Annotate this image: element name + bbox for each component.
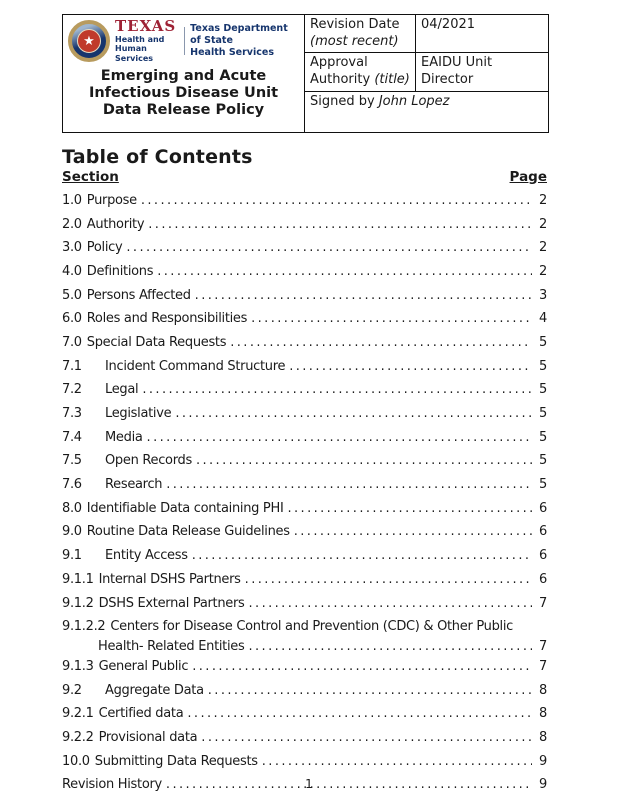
toc-column-headers — [62, 169, 547, 185]
dot-leader — [248, 639, 532, 654]
toc-entry-page: 5 — [539, 453, 547, 469]
dot-leader — [157, 264, 532, 279]
toc-entry-label: Media — [105, 429, 143, 445]
toc-entry-number: 9.1 — [62, 548, 82, 564]
toc-entry-label: Legal — [105, 382, 139, 398]
toc-entry — [62, 520, 547, 544]
dot-leader — [175, 406, 532, 421]
toc-entry-page: 8 — [539, 706, 547, 722]
toc-entry-label: Roles and Responsibilities — [86, 311, 248, 327]
toc-entry-page: 2 — [539, 216, 547, 232]
toc-entry-label: Submitting Data Requests — [94, 753, 258, 769]
toc-entry-number: 7.0 — [62, 334, 82, 350]
toc-entry-label: Purpose — [86, 192, 137, 208]
texas-state-seal-icon — [68, 20, 110, 62]
toc-entry-label: Research — [105, 477, 163, 493]
dot-leader — [147, 430, 532, 445]
toc-entry — [62, 354, 547, 378]
toc-entry-label: General Public — [98, 658, 189, 674]
toc-entry-number: 3.0 — [62, 240, 82, 256]
toc-entry — [62, 425, 547, 449]
dot-leader — [148, 217, 532, 232]
dot-leader — [192, 548, 532, 563]
toc-entry-page: 5 — [539, 334, 547, 350]
toc-page-header: Page — [509, 168, 547, 185]
toc-entry — [62, 615, 547, 639]
dot-leader — [201, 730, 532, 745]
toc-entry-number: 8.0 — [62, 500, 82, 516]
toc-entry-page: 2 — [539, 240, 547, 256]
header-table — [62, 14, 549, 133]
toc-entry-label: Aggregate Data — [105, 682, 204, 698]
toc-entry-page: 5 — [539, 477, 547, 493]
toc-entry-label: Definitions — [86, 263, 154, 279]
texas-wordmark: TEXAS — [115, 16, 177, 35]
toc-entry — [62, 260, 547, 284]
toc-entry-number: 7.3 — [62, 406, 82, 422]
toc-entry-number: 9.1.2.2 — [62, 619, 106, 635]
document-page — [62, 14, 547, 797]
toc-entry — [62, 236, 547, 260]
toc-entry-label: Incident Command Structure — [105, 358, 286, 374]
toc-entry-page: 7 — [539, 595, 547, 611]
dot-leader — [289, 359, 532, 374]
toc-entry-label: Open Records — [105, 453, 192, 469]
toc-entry-label: Health- Related Entities — [98, 639, 245, 655]
hhs-subtitle: Health and Human Services — [115, 34, 165, 63]
toc-entry-page: 6 — [539, 524, 547, 540]
logo-divider — [184, 27, 186, 55]
toc-entry-label: Revision History — [62, 777, 162, 793]
toc-entry — [62, 568, 547, 592]
toc-entry-number: 9.2.1 — [62, 706, 94, 722]
toc-entry — [62, 639, 547, 655]
document-title: Emerging and Acute Infectious Disease Unit Data Release Policy — [88, 68, 279, 118]
toc-entry-number: 4.0 — [62, 263, 82, 279]
toc-entry — [62, 655, 547, 679]
toc-section-header: Section — [62, 168, 119, 185]
toc-entry — [62, 496, 547, 520]
toc-list — [62, 189, 547, 797]
dot-leader — [287, 501, 532, 516]
revision-date-label-cell: Revision Date (most recent) — [305, 15, 416, 53]
dot-leader — [195, 288, 532, 303]
toc-entry-number: 6.0 — [62, 311, 82, 327]
dot-leader — [192, 659, 532, 674]
footer-page-number: 1 — [305, 777, 313, 791]
hhs-wordmark — [115, 16, 179, 64]
revision-date-value-cell: 04/2021 — [416, 15, 549, 53]
signed-by-cell: Signed by John Lopez — [305, 91, 549, 132]
dot-leader — [262, 754, 532, 769]
dot-leader — [166, 477, 532, 492]
toc-entry-page: 6 — [539, 500, 547, 516]
toc-entry-label: Entity Access — [105, 548, 188, 564]
toc-entry-page: 6 — [539, 571, 547, 587]
toc-entry-page: 6 — [539, 548, 547, 564]
toc-entry-number: 9.2 — [62, 682, 82, 698]
approval-authority-value-cell: EAIDU Unit Director — [416, 53, 549, 91]
dot-leader — [196, 453, 532, 468]
toc-entry-number: 5.0 — [62, 287, 82, 303]
toc-entry — [62, 726, 547, 750]
dot-leader — [126, 240, 532, 255]
toc-entry-page: 2 — [539, 263, 547, 279]
toc-entry-number: 7.5 — [62, 453, 82, 469]
toc-entry — [62, 591, 547, 615]
toc-entry-page: 7 — [539, 658, 547, 674]
toc-entry-label: Centers for Disease Control and Prevention (CDC) & Other Public — [110, 619, 513, 635]
toc-entry-label: Certified data — [98, 706, 184, 722]
dot-leader — [294, 524, 532, 539]
signer-name: John Lopez — [378, 93, 450, 109]
toc-entry — [62, 189, 547, 213]
toc-entry-label: DSHS External Partners — [98, 595, 245, 611]
toc-entry — [62, 307, 547, 331]
toc-entry-number: 9.1.1 — [62, 571, 94, 587]
hhs-logo — [68, 17, 299, 65]
toc-entry-page: 5 — [539, 429, 547, 445]
toc-entry-label: Persons Affected — [86, 287, 191, 303]
toc-entry-page: 5 — [539, 406, 547, 422]
toc-entry-number: 9.2.2 — [62, 729, 94, 745]
toc-entry-page: 5 — [539, 382, 547, 398]
toc-entry-page: 8 — [539, 682, 547, 698]
toc-entry-label: Internal DSHS Partners — [98, 571, 241, 587]
approval-authority-label-cell: Approval Authority (title) — [305, 53, 416, 91]
toc-entry — [62, 402, 547, 426]
dshs-wordmark: Texas Department of State Health Services — [190, 23, 288, 58]
toc-entry — [62, 749, 547, 773]
toc-entry-label: Policy — [86, 240, 123, 256]
toc-entry — [62, 678, 547, 702]
dot-leader — [245, 572, 532, 587]
toc-entry — [62, 449, 547, 473]
toc-entry-label: Identifiable Data containing PHI — [86, 500, 284, 516]
toc-entry — [62, 378, 547, 402]
toc-entry-page: 9 — [539, 777, 547, 793]
dot-leader — [230, 335, 532, 350]
toc-entry — [62, 544, 547, 568]
toc-entry-page: 9 — [539, 753, 547, 769]
toc-entry — [62, 331, 547, 355]
toc-entry-number: 7.1 — [62, 358, 82, 374]
toc-entry-label: Routine Data Release Guidelines — [86, 524, 290, 540]
toc-entry-number: 9.0 — [62, 524, 82, 540]
header-left-cell — [63, 15, 305, 133]
star-icon: ★ — [83, 33, 95, 49]
toc-entry — [62, 473, 547, 497]
dot-leader — [187, 706, 532, 721]
seal-center — [77, 29, 101, 53]
toc-entry-number: 1.0 — [62, 192, 82, 208]
toc-entry-label: Authority — [86, 216, 145, 232]
toc-entry-number: 10.0 — [62, 753, 90, 769]
dot-leader — [251, 311, 532, 326]
toc-entry-number: 9.1.3 — [62, 658, 94, 674]
toc-entry-label: Legislative — [105, 406, 172, 422]
dot-leader — [208, 683, 532, 698]
toc-entry — [62, 283, 547, 307]
toc-entry-number: 7.4 — [62, 429, 82, 445]
toc-entry-page: 2 — [539, 192, 547, 208]
toc-entry-page: 7 — [539, 639, 547, 655]
toc-entry-label: Provisional data — [98, 729, 198, 745]
dot-leader — [141, 193, 532, 208]
toc-entry — [62, 702, 547, 726]
toc-title: Table of Contents — [62, 145, 253, 168]
toc-entry-page: 4 — [539, 311, 547, 327]
toc-entry-page: 5 — [539, 358, 547, 374]
toc-entry-label: Special Data Requests — [86, 334, 227, 350]
toc-entry-number: 2.0 — [62, 216, 82, 232]
toc-entry-number: 9.1.2 — [62, 595, 94, 611]
toc-entry-page: 3 — [539, 287, 547, 303]
dot-leader — [142, 382, 532, 397]
toc-entry — [62, 212, 547, 236]
toc-entry-page: 8 — [539, 729, 547, 745]
toc-entry-number: 7.6 — [62, 477, 82, 493]
toc-entry-number: 7.2 — [62, 382, 82, 398]
dot-leader — [249, 596, 533, 611]
